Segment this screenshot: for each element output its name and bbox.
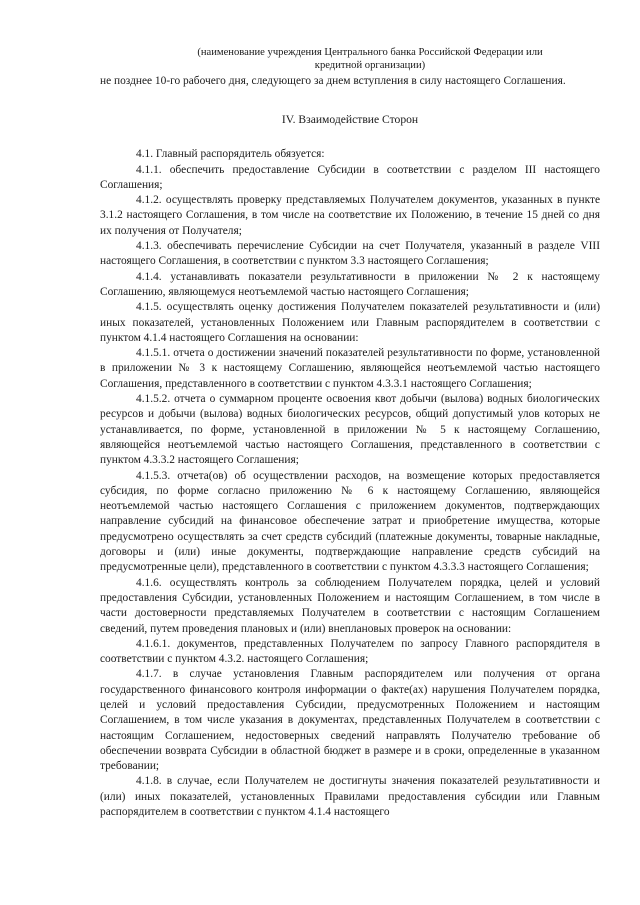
paragraph-4-1-6-1: 4.1.6.1. документов, представленных Получателем по запросу Главного распорядителя в соответствии с пунктом 4.3.2. настоящего Соглашения; xyxy=(100,637,600,666)
section-title: IV. Взаимодействие Сторон xyxy=(281,113,419,127)
paragraph-4-1-4: 4.1.4. устанавливать показатели результативности в приложении № 2 к настоящему Соглашению, являющемуся неотъемлемой частью настоящего Соглашения; xyxy=(100,270,600,298)
paragraph-4-1-2: 4.1.2. осуществлять проверку представляемых Получателем документов, указанных в пункте 3.1.2 настоящего Соглашения, в том числе на соответствие их Положению, в течение 15 дней со дня их получения от Получателя; xyxy=(100,194,600,237)
header-caption xyxy=(100,46,600,72)
paragraph-4-1-7: 4.1.7. в случае установления Главным распорядителем или получения от органа государственного финансового контроля информации о факте(ах) нарушения Получателем порядка, целей и условий предоставления Субсидии, предусмотренных Положением и настоящим Соглашением, в том числе указания в документах, представленных Получателем в соответствии с настоящим Соглашением, недостоверных сведений направлять Получателю требование об обеспечении возврата Субсидии в областной бюджет в размере и в сроки, определенные в указанном требовании; xyxy=(100,668,600,773)
header-caption-line1: (наименование учреждения Центрального банка Российской Федерации или xyxy=(197,47,543,58)
paragraph-4-1-5-3: 4.1.5.3. отчета(ов) об осуществлении расходов, на возмещение которых предоставляется субсидия, по форме согласно приложению № 6 к настоящему Соглашению, являющейся неотъемлемой частью настоящего Соглашения с приложением документов, подтверждающих направление субсидий на финансовое обеспечение затрат и приобретение имущества, которые предусмотрено осуществлять за счет средств субсидий (платежные документы, товарные накладные, договоры и (или) иные документы, подтверждающие направление средств субсидий на предусмотренные цели), представленного в соответствии с пунктом 4.3.3.3 настоящего Соглашения; xyxy=(100,469,600,574)
paragraph-4-1-3: 4.1.3. обеспечивать перечисление Субсидии на счет Получателя, указанный в разделе VIII настоящего Соглашения, в соответствии с пунктом 3.3 настоящего Соглашения; xyxy=(100,240,600,268)
paragraph-4-1-5-1: 4.1.5.1. отчета о достижении значений показателей результативности по форме, установленной в приложении № 3 к настоящему Соглашению, являющейся неотъемлемой частью настоящего Соглашения, представленного в соответствии с пунктом 4.3.3.1 настоящего Соглашения; xyxy=(100,347,600,390)
paragraph-4-1-5-2: 4.1.5.2. отчета о суммарном проценте освоения квот добычи (вылова) водных биологических ресурсов и добычи (вылова) водных биологических ресурсов, общий допустимый улов которых не устанавливается, по форме, установленной в приложении № 5 к настоящему Соглашению, являющейся неотъемлемой частью настоящего Соглашения, представленного в соответствии с пунктом 4.3.3.2 настоящего Соглашения; xyxy=(100,393,600,467)
paragraph-4-1-1: 4.1.1. обеспечить предоставление Субсидии в соответствии с разделом III настоящего Соглашения; xyxy=(100,163,600,191)
paragraph-4-1: 4.1. Главный распорядитель обязуется: xyxy=(136,148,325,161)
paragraph-4-1-5: 4.1.5. осуществлять оценку достижения Получателем показателей результативности и (или) иных показателей, установленных Положением или Главным распорядителем в соответствии с пунктом 4.1.4 настоящего Соглашения на основании: xyxy=(100,301,600,344)
header-caption-line2: кредитной организации) xyxy=(314,60,426,71)
paragraph-4-1-8: 4.1.8. в случае, если Получателем не достигнуты значения показателей результативности и (или) иных показателей, установленных Правилами предоставления субсидии или Главным распорядителем в соответствии с пунктом 4.1.4 настоящего xyxy=(100,775,600,819)
paragraph-4-1-6: 4.1.6. осуществлять контроль за соблюдением Получателем порядка, целей и условий предоставления Субсидии, установленных Положением и настоящим Соглашением, в том числе в части достоверности представляемых Получателем в соответствии с настоящим Соглашением сведений, путем проведения плановых и (или) внеплановых проверок на основании: xyxy=(100,576,600,635)
intro-paragraph: не позднее 10-го рабочего дня, следующего за днем вступления в силу настоящего Соглашения. xyxy=(100,75,566,87)
